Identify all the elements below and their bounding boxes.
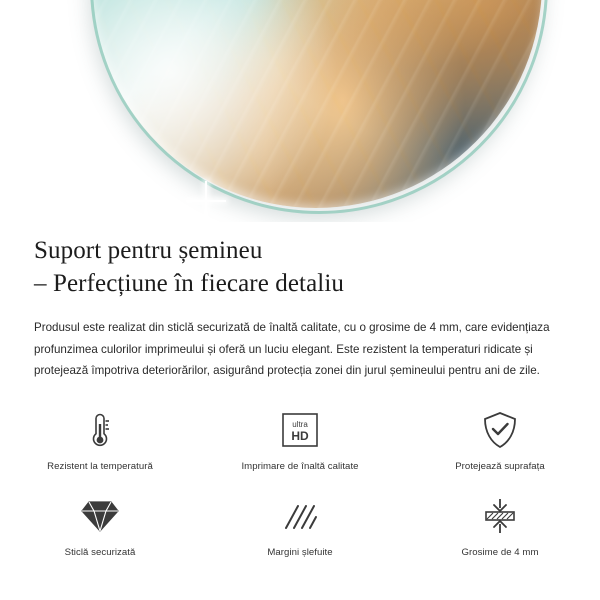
hero-image: [0, 0, 600, 222]
feature-label: Rezistent la temperatură: [47, 461, 153, 472]
gloss-overlay: [90, 0, 542, 208]
svg-text:HD: HD: [291, 429, 309, 443]
round-glass-plate-image: [90, 0, 542, 208]
thickness-icon: [477, 494, 523, 538]
description-paragraph: Produsul este realizat din sticlă securizată de înaltă calitate, cu o grosime de 4 mm, care evidențiaza profunzimea culorilor imprimeului și oferă un luciu elegant. Este rezistent la temperaturi ridicate și protejează împotriva deteriorărilor, asigurând protecția zonei din jurul șemineului pentru ani de zile.: [34, 321, 550, 377]
shield-check-icon: [477, 408, 523, 452]
feature-item-tempered-glass: [0, 488, 200, 574]
page-title: [0, 222, 600, 300]
feature-item-surface-protection: [400, 402, 600, 488]
feature-item-print-quality: [200, 402, 400, 488]
feature-label: Grosime de 4 mm: [461, 547, 539, 558]
headline-line-1: Suport pentru șemineu: [34, 237, 263, 264]
text-content: [0, 222, 600, 382]
headline-line-2: – Perfecțiune în fiecare detaliu: [34, 270, 344, 297]
thermometer-icon: [77, 408, 123, 452]
feature-label: Sticlă securizată: [64, 547, 136, 558]
polished-edges-icon: [277, 494, 323, 538]
feature-item-temperature: [0, 402, 200, 488]
feature-grid: [0, 402, 600, 574]
svg-text:ultra: ultra: [292, 420, 308, 429]
diamond-icon: [77, 494, 123, 538]
feature-item-polished-edges: [200, 488, 400, 574]
ultra-hd-icon: [277, 408, 323, 452]
feature-item-thickness: [400, 488, 600, 574]
feature-label: Margini șlefuite: [267, 547, 333, 558]
feature-label: Protejează suprafața: [455, 461, 545, 472]
feature-label: Imprimare de înaltă calitate: [241, 461, 359, 472]
